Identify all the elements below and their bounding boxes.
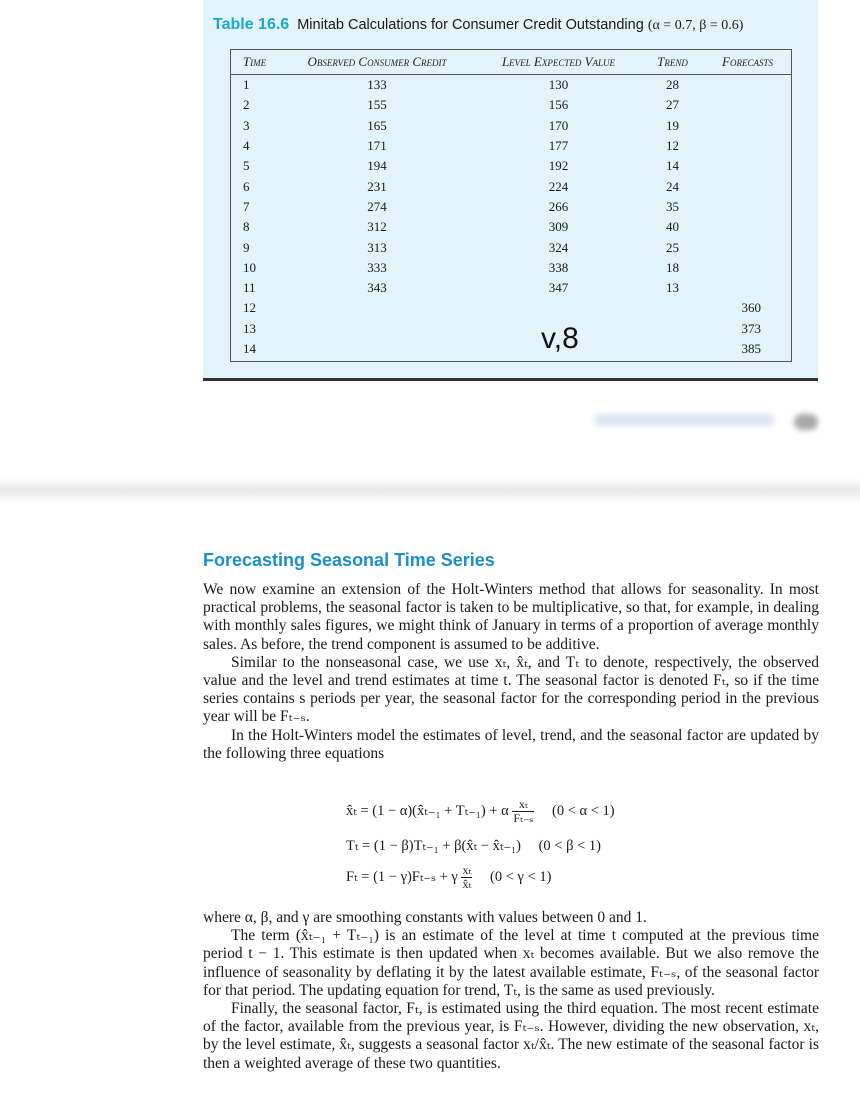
table-cell [704, 217, 791, 237]
table-row [231, 339, 791, 359]
table-cell: 14 [666, 158, 679, 174]
table-bottom-rule [203, 378, 818, 381]
table-cell: 14 [243, 341, 256, 356]
column-header-observed: Observed Consumer Credit [278, 50, 476, 75]
equation-level [346, 798, 615, 825]
blurred-page-number [794, 414, 818, 430]
table-cell [476, 298, 641, 318]
table-row [231, 75, 791, 96]
table-title: Minitab Calculations for Consumer Credit Outstanding [297, 17, 644, 33]
table-cell: 7 [243, 198, 250, 214]
data-table [230, 49, 792, 362]
table-row [231, 116, 791, 136]
table-row [231, 237, 791, 257]
equation-lhs: Fₜ = (1 − γ)Fₜ₋ₛ + γ [346, 868, 458, 885]
table-row [231, 156, 791, 176]
table-cell: 40 [666, 219, 679, 235]
section-heading: Forecasting Seasonal Time Series [203, 550, 495, 570]
table-cell [704, 75, 791, 96]
equation-seasonal [346, 864, 551, 891]
table-cell: 19 [666, 117, 679, 133]
table-cell: 2 [243, 97, 250, 113]
table-cell [704, 176, 791, 196]
table-cell [704, 237, 791, 257]
table-row [231, 95, 791, 115]
table-cell [704, 95, 791, 115]
table-cell: 25 [666, 239, 679, 255]
blurred-running-header [594, 414, 774, 426]
table-cell: 333 [367, 259, 387, 275]
equation-condition: (0 < β < 1) [538, 838, 601, 854]
equation-trend [346, 838, 601, 855]
table-header-row [231, 50, 791, 75]
table-cell: 6 [243, 178, 250, 194]
table-cell: 133 [367, 77, 387, 93]
table-cell: 35 [666, 198, 679, 214]
column-header-forecasts: Forecasts [704, 50, 791, 75]
table-cell: 171 [367, 138, 387, 154]
table-cell [704, 136, 791, 156]
fraction-numerator: xₜ [462, 863, 472, 877]
explanation-text [203, 909, 819, 1073]
table-cell [704, 156, 791, 176]
table-cell: 194 [367, 158, 387, 174]
table-cell: 27 [666, 97, 679, 113]
table-cell: 347 [548, 280, 569, 296]
fraction-denominator: Fₜ₋ₛ [513, 811, 534, 825]
table-cell: 11 [243, 280, 256, 296]
table-cell: 170 [548, 117, 569, 133]
table-cell: 192 [548, 158, 569, 174]
paragraph: where α, β, and γ are smoothing constants with values between 0 and 1. [203, 909, 647, 926]
paragraph: Finally, the seasonal factor, Fₜ, is estimated using the third equation. The most recent estimate of the factor, available from the previous year, is Fₜ₋ₛ. However, dividing the new observation, xₜ, by the level estimate, x̂ₜ, suggests a seasonal factor xₜ/x̂ₜ. The new estimate of the seasonal factor is then a weighted average of these two quantities. [203, 1000, 819, 1072]
table-cell: 338 [548, 259, 569, 275]
table-cell: 8 [243, 219, 250, 235]
table-cell: 177 [548, 138, 569, 154]
table-row [231, 136, 791, 156]
table-cell: 5 [243, 158, 250, 174]
table-cell [278, 339, 476, 359]
table-row [231, 298, 791, 318]
table-cell: 274 [367, 198, 387, 214]
equation-body: Tₜ = (1 − β)Tₜ₋₁ + β(x̂ₜ − x̂ₜ₋₁) [346, 838, 521, 854]
table-cell [278, 319, 476, 339]
paragraph: In the Holt-Winters model the estimates of level, trend, and the seasonal factor are updated by the following three equations [203, 726, 819, 762]
table-cell [704, 197, 791, 217]
paragraph: We now examine an extension of the Holt-Winters method that allows for seasonality. In most practical problems, the seasonal factor is taken to be multiplicative, so that, for example, in dealing with monthly sales figures, we might think of January in terms of a proportion of average monthly sales. As before, the trend component is assumed to be additive. [203, 581, 819, 653]
intro-text [203, 581, 819, 763]
table-cell [278, 298, 476, 318]
column-header-level: Level Expected Value [476, 50, 641, 75]
equation-lhs: x̂ₜ = (1 − α)(x̂ₜ₋₁ + Tₜ₋₁) + α [346, 802, 509, 819]
table-params: (α = 0.7, β = 0.6) [647, 18, 744, 33]
table-cell [704, 116, 791, 136]
table-cell: 13 [666, 280, 679, 296]
table-cell: 360 [741, 300, 761, 316]
page-break [0, 478, 860, 504]
table-body [231, 75, 791, 360]
table-cell [641, 319, 704, 339]
table-cell: 24 [666, 178, 679, 194]
table-cell: 165 [367, 117, 387, 133]
table-cell: 4 [243, 138, 250, 154]
handwritten-mark: v,8 [541, 322, 579, 355]
table-cell: 9 [243, 239, 250, 255]
table-cell: 224 [548, 178, 569, 194]
table-cell [641, 298, 704, 318]
table-row [231, 278, 791, 298]
table-row [231, 176, 791, 196]
table-cell: 12 [243, 300, 256, 316]
column-header-trend: Trend [641, 50, 704, 75]
table-cell: 10 [243, 259, 256, 275]
fraction [461, 864, 472, 891]
table-cell: 12 [666, 138, 679, 154]
table-cell: 324 [548, 239, 569, 255]
table-cell: 312 [367, 219, 387, 235]
table-cell: 155 [367, 97, 387, 113]
table-cell: 18 [666, 259, 679, 275]
fraction [512, 798, 534, 825]
table-cell: 156 [548, 97, 569, 113]
table-cell: 231 [367, 178, 387, 194]
table-cell: 130 [548, 77, 569, 93]
table-caption [213, 16, 743, 34]
table-cell: 309 [548, 219, 569, 235]
fraction-numerator: xₜ [512, 798, 534, 812]
table-cell: 343 [367, 280, 387, 296]
table-cell: 1 [243, 77, 250, 93]
table-cell [704, 278, 791, 298]
table-row [231, 258, 791, 278]
table-row [231, 217, 791, 237]
table-cell: 266 [548, 198, 569, 214]
table-cell: 373 [741, 320, 761, 336]
table-cell: 13 [243, 320, 256, 336]
fraction-denominator: x̂ₜ [462, 877, 472, 891]
table-cell [704, 258, 791, 278]
equation-condition: (0 < γ < 1) [490, 868, 552, 885]
equation-condition: (0 < α < 1) [551, 802, 615, 819]
paragraph: The term (x̂ₜ₋₁ + Tₜ₋₁) is an estimate of the level at time t computed at the previous time period t − 1. This estimate is then updated when xₜ becomes available. But we also remove the influence of seasonality by deflating it by the latest available estimate, Fₜ₋ₛ, of the seasonal factor for that period. The updating equation for trend, Tₜ, is the same as used previously. [203, 927, 819, 999]
paragraph: Similar to the nonseasonal case, we use xₜ, x̂ₜ, and Tₜ to denote, respectively, the observed value and the level and trend estimates at time t. The seasonal factor is denoted Fₜ, so if the time series contains s periods per year, the seasonal factor for the corresponding period in the previous year will be Fₜ₋ₛ. [203, 653, 819, 726]
column-header-time: Time [231, 50, 278, 75]
table-cell: 28 [666, 77, 679, 93]
table-row [231, 197, 791, 217]
table-row [231, 319, 791, 339]
table-cell: 313 [367, 239, 387, 255]
table-cell: 3 [243, 117, 250, 133]
table-cell [641, 339, 704, 359]
table-cell: 385 [741, 341, 761, 356]
table-number: Table 16.6 [213, 16, 290, 33]
